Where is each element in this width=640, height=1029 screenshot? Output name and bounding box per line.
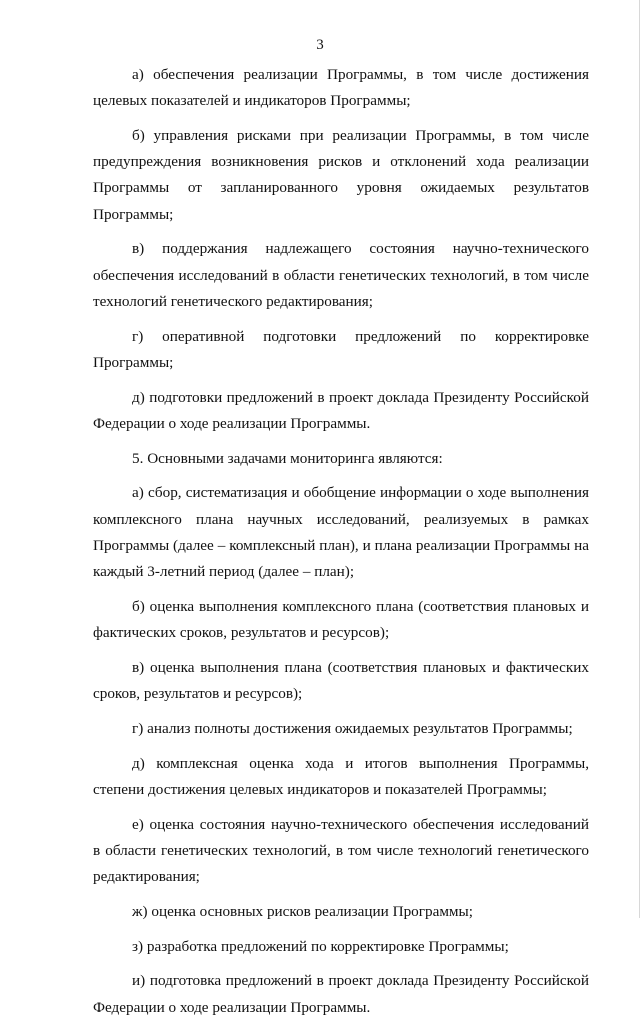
document-body (93, 62, 589, 1029)
paragraph-goal-d: д) подготовки предложений в проект доклада Президенту Российской Федерации о ходе реализации Программы. (93, 388, 589, 432)
paragraph-task-i: и) подготовка предложений в проект доклада Президенту Российской Федерации о ходе реализации Программы. (93, 972, 589, 1016)
section-heading-monitoring-tasks: 5. Основными задачами мониторинга являются: (132, 449, 443, 467)
paragraph-task-a: а) сбор, систематизация и обобщение информации о ходе выполнения комплексного плана научных исследований, реализуемых в рамках Программы (далее – комплексный план), и плана реализации Программы на каждый 3-летний период (далее – план); (93, 484, 589, 581)
paragraph-goal-a: а) обеспечения реализации Программы, в том числе достижения целевых показателей и индикаторов Программы; (93, 66, 589, 110)
paragraph-goal-v: в) поддержания надлежащего состояния научно-технического обеспечения исследований в области генетических технологий, в том числе технологий генетического редактирования; (93, 240, 589, 310)
paragraph-task-d: д) комплексная оценка хода и итогов выполнения Программы, степени достижения целевых индикаторов и показателей Программы; (93, 754, 589, 798)
paragraph-task-zh: ж) оценка основных рисков реализации Программы; (132, 902, 473, 920)
paragraph-goal-b: б) управления рисками при реализации Программы, в том числе предупреждения возникновения рисков и отклонений хода реализации Программы от запланированного уровня ожидаемых результатов Программы; (93, 127, 589, 223)
paragraph-task-e: е) оценка состояния научно-технического обеспечения исследований в области генетических технологий, в том числе технологий генетического редактирования; (93, 815, 589, 886)
paragraph-task-b: б) оценка выполнения комплексного плана (соответствия плановых и фактических сроков, результатов и ресурсов); (93, 597, 589, 642)
page-number: 3 (316, 37, 324, 53)
paragraph-task-v: в) оценка выполнения плана (соответствия плановых и фактических сроков, результатов и ресурсов); (93, 658, 589, 703)
paragraph-task-z: з) разработка предложений по корректировке Программы; (132, 937, 509, 955)
paragraph-task-g: г) анализ полноты достижения ожидаемых результатов Программы; (132, 719, 573, 737)
paragraph-goal-g: г) оперативной подготовки предложений по корректировке Программы; (93, 327, 589, 371)
